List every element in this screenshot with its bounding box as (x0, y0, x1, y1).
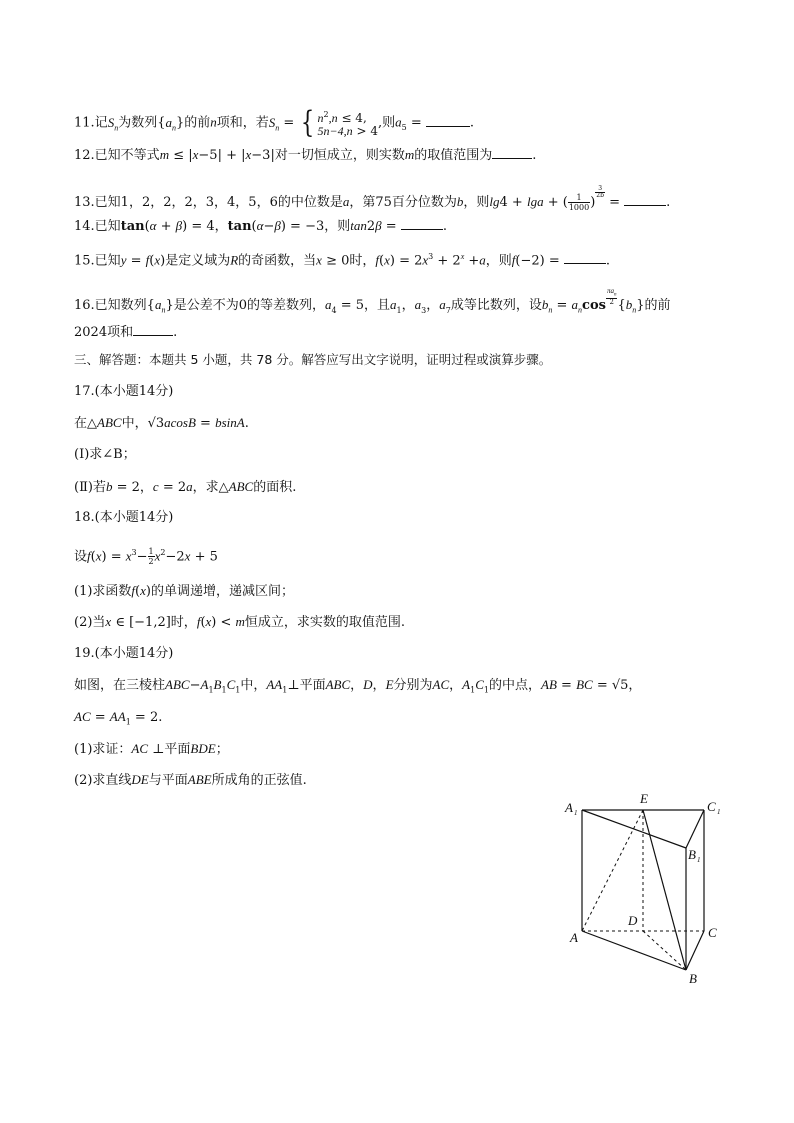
section-3-heading: 三、解答题：本题共 5 小题，共 78 分。解答应写出文字说明，证明过程或演算步骤。 (74, 352, 552, 367)
question-18-stem: 设$f(x) = x^3-$ $\frac{1}{2}$ $x^2-2x + 5$ (74, 547, 218, 567)
label-a: A (570, 930, 578, 945)
question-13: 13.已知1，2，2，2，3，4，5，6的中位数是a，第75百分位数为b，则lg4 + lga + ( $\frac{1}{1000}$ ) $^{\frac{3}{2b}}$ = . (74, 184, 671, 212)
question-17-header: 17.(本小题14分) (74, 384, 174, 399)
question-19-part1: (1)求证：AC ⊥平面BDE； (74, 741, 229, 757)
question-17-stem: 在△ABC中，√3acosB = bsinA. (74, 415, 249, 431)
question-16-line2: 2024项和 . (74, 322, 177, 342)
edge-a1b1 (582, 810, 686, 848)
edge-ab (582, 931, 686, 970)
label-a1: A (565, 800, 573, 815)
label-c: C (708, 925, 717, 940)
prism-edges (582, 810, 704, 970)
question-11: 11.记$S_n$为数列$\{a_n\}$的前n项和，若$S_n$ = { $n^2,n \le 4$, 5n−4,n > 4,则$a_5$ = . (74, 105, 475, 140)
hidden-edges (582, 810, 704, 970)
segment-ea-hidden (582, 810, 643, 931)
label-b: B (689, 971, 697, 986)
label-c1: C (707, 799, 716, 814)
label-e: E (640, 791, 648, 806)
segment-db-hidden (643, 931, 686, 970)
question-19-stem-line2: AC = $AA_1 = 2$. (74, 709, 163, 727)
segment-eb (643, 810, 686, 970)
question-17-part1: (Ⅰ)求∠B； (74, 447, 136, 462)
question-16-line1: 16.已知数列$\{a_n\}$是公差不为0的等差数列，$a_4 = 5$，且$a_1$，$a_3$，$a_7$成等比数列，设$b_n = a_n\cos$ $^{\frac{\pi a_n}{2}}$ $\{b_n\}$的前 (74, 287, 671, 315)
label-b1: B (688, 847, 696, 862)
question-19-part2: (2)求直线DE与平面ABE所成角的正弦值. (74, 772, 307, 788)
question-14: 14.已知tan(α + β) = 4，tan(α−β) = −3，则tan2β = . (74, 218, 447, 234)
label-a1-sub: 1 (574, 809, 578, 817)
edge-b1c1 (686, 810, 704, 848)
question-15: 15.已知y = f(x)是定义域为R的奇函数，当x ≥ 0时，$f(x) = 2x^3 + 2^x +a$，则f(−2) = . (74, 252, 611, 269)
question-19-header: 19.(本小题14分) (74, 646, 174, 661)
label-c1-sub: 1 (717, 808, 721, 816)
question-18-part2: (2)当x ∈ [−1,2]时，f(x) < m恒成立，求实数的取值范围. (74, 614, 406, 630)
question-19-stem-line1: 如图，在三棱柱$ABC-A_1B_1C_1$中，$AA_1\perp$平面ABC，D，E分别为AC，$A_1C_1$的中点，AB = BC = √5， (74, 677, 642, 695)
question-18-header: 18.(本小题14分) (74, 510, 174, 525)
question-18-part1: (1)求函数f(x)的单调递增，递减区间； (74, 583, 294, 599)
label-b1-sub: 1 (697, 856, 701, 864)
edge-bc (686, 931, 704, 970)
label-d: D (628, 913, 638, 928)
question-12: 12.已知不等式m ≤ |x−5| + |x−3|对一切恒成立，则实数m的取值范围为 . (74, 147, 537, 163)
question-17-part2: (Ⅱ)若b = 2，c = 2a，求△ABC的面积. (74, 479, 297, 495)
